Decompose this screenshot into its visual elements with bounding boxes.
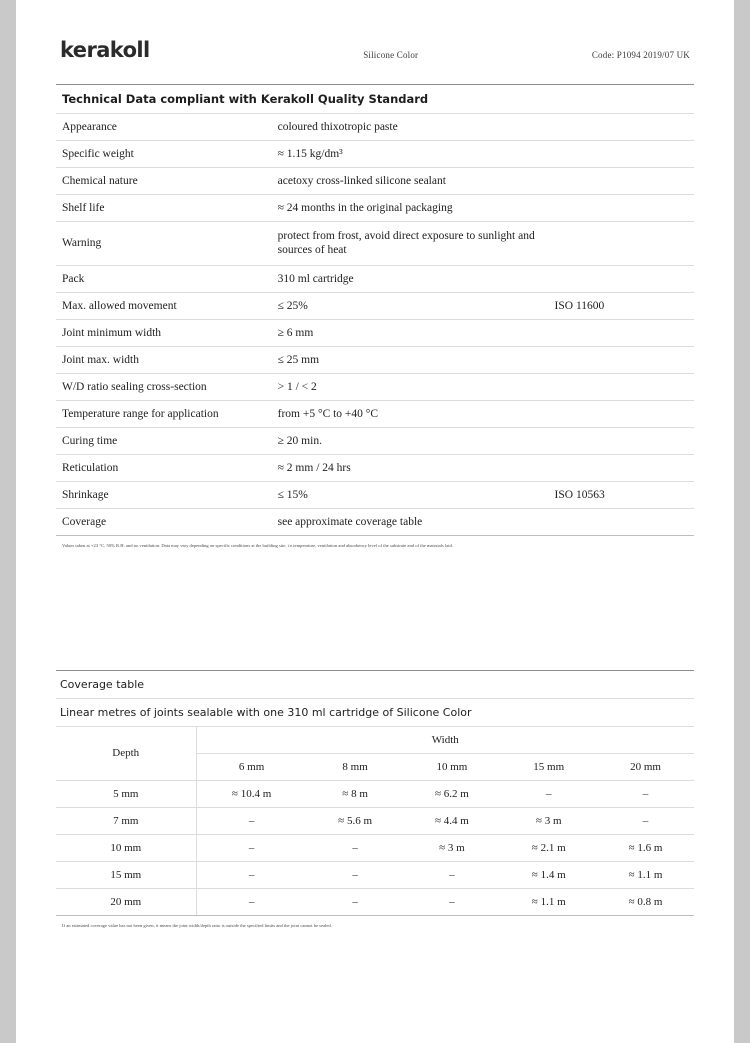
table-row	[56, 780, 694, 807]
row-value: 310 ml cartridge	[272, 265, 549, 292]
row-value: ≥ 20 min.	[272, 427, 549, 454]
row-value: ≤ 15%	[272, 481, 549, 508]
row-label: Pack	[56, 265, 272, 292]
page-header	[56, 0, 694, 68]
depth-header: Depth	[56, 726, 196, 780]
coverage-cell: ≈ 3 m	[403, 834, 500, 861]
coverage-cell: ≈ 3 m	[500, 807, 597, 834]
table-row	[56, 346, 694, 373]
coverage-section	[56, 670, 694, 928]
row-norm	[549, 508, 694, 535]
depth-label: 7 mm	[56, 807, 196, 834]
coverage-subtitle: Linear metres of joints sealable with one 310 ml cartridge of Silicone Color	[56, 698, 694, 726]
coverage-subtitle-row	[56, 698, 694, 726]
table-row	[56, 834, 694, 861]
coverage-table-body	[56, 670, 694, 915]
coverage-title: Coverage table	[56, 670, 694, 698]
coverage-cell: –	[307, 834, 404, 861]
row-label: Specific weight	[56, 141, 272, 168]
coverage-cell: –	[500, 780, 597, 807]
coverage-cell: –	[307, 888, 404, 915]
coverage-cell: ≈ 4.4 m	[403, 807, 500, 834]
coverage-cell: –	[196, 888, 307, 915]
coverage-cell: –	[196, 807, 307, 834]
row-norm	[549, 454, 694, 481]
row-norm	[549, 373, 694, 400]
row-value: acetoxy cross-linked silicone sealant	[272, 168, 549, 195]
row-label: Joint minimum width	[56, 319, 272, 346]
coverage-cell: ≈ 0.8 m	[597, 888, 694, 915]
row-label: Reticulation	[56, 454, 272, 481]
row-value: > 1 / < 2	[272, 373, 549, 400]
coverage-cell: –	[403, 861, 500, 888]
coverage-cell: ≈ 6.2 m	[403, 780, 500, 807]
coverage-title-row	[56, 670, 694, 698]
row-value: ≤ 25%	[272, 292, 549, 319]
table-row	[56, 141, 694, 168]
row-label: Shelf life	[56, 195, 272, 222]
kerakoll-logo: kerakoll	[60, 38, 150, 62]
row-value: ≥ 6 mm	[272, 319, 549, 346]
table-row	[56, 508, 694, 535]
row-norm	[549, 195, 694, 222]
table-row	[56, 400, 694, 427]
coverage-cell: ≈ 1.1 m	[500, 888, 597, 915]
coverage-cell: ≈ 8 m	[307, 780, 404, 807]
row-label: Max. allowed movement	[56, 292, 272, 319]
row-label: Warning	[56, 222, 272, 266]
row-value: ≈ 1.15 kg/dm³	[272, 141, 549, 168]
row-norm	[549, 319, 694, 346]
document-page	[16, 0, 734, 1043]
coverage-cell: ≈ 1.4 m	[500, 861, 597, 888]
table-row	[56, 265, 694, 292]
technical-data-footnote: Values taken at +23 °C, 50% R.H. and no ventilation. Data may vary depending on specific conditions at the building site, i.e.temperature, ventilation and absorbency level of the substrate and of the materials laid.	[62, 542, 453, 548]
row-value: coloured thixotropic paste	[272, 114, 549, 141]
width-column-header: 8 mm	[307, 753, 404, 780]
technical-data-table	[56, 84, 694, 536]
width-column-header: 20 mm	[597, 753, 694, 780]
table-row	[56, 222, 694, 266]
coverage-cell: –	[403, 888, 500, 915]
coverage-cell: –	[597, 780, 694, 807]
row-norm: ISO 11600	[549, 292, 694, 319]
row-norm	[549, 265, 694, 292]
row-value: from +5 °C to +40 °C	[272, 400, 549, 427]
row-value: see approximate coverage table	[272, 508, 549, 535]
table-row	[56, 888, 694, 915]
row-label: Curing time	[56, 427, 272, 454]
width-column-header: 15 mm	[500, 753, 597, 780]
row-value: ≈ 24 months in the original packaging	[272, 195, 549, 222]
table-row	[56, 319, 694, 346]
table-row	[56, 454, 694, 481]
coverage-cell: ≈ 2.1 m	[500, 834, 597, 861]
row-norm	[549, 114, 694, 141]
coverage-cell: ≈ 1.6 m	[597, 834, 694, 861]
width-column-header: 6 mm	[196, 753, 307, 780]
row-norm	[549, 222, 694, 266]
coverage-cell: –	[307, 861, 404, 888]
row-value: ≤ 25 mm	[272, 346, 549, 373]
depth-label: 20 mm	[56, 888, 196, 915]
depth-label: 5 mm	[56, 780, 196, 807]
row-label: Joint max. width	[56, 346, 272, 373]
technical-data-body	[56, 85, 694, 536]
table-row	[56, 373, 694, 400]
table-row	[56, 292, 694, 319]
row-norm	[549, 427, 694, 454]
coverage-cell: ≈ 1.1 m	[597, 861, 694, 888]
technical-data-title-row	[56, 85, 694, 114]
depth-label: 10 mm	[56, 834, 196, 861]
coverage-cell: ≈ 10.4 m	[196, 780, 307, 807]
coverage-cell: ≈ 5.6 m	[307, 807, 404, 834]
table-row	[56, 427, 694, 454]
depth-label: 15 mm	[56, 861, 196, 888]
table-row	[56, 114, 694, 141]
row-label: W/D ratio sealing cross-section	[56, 373, 272, 400]
coverage-cell: –	[196, 861, 307, 888]
row-norm	[549, 400, 694, 427]
row-norm	[549, 346, 694, 373]
row-label: Appearance	[56, 114, 272, 141]
row-value: protect from frost, avoid direct exposure to sunlight and sources of heat	[272, 222, 549, 266]
row-label: Temperature range for application	[56, 400, 272, 427]
table-row	[56, 481, 694, 508]
table-row	[56, 195, 694, 222]
table-row	[56, 168, 694, 195]
document-code: Code: P1094 2019/07 UK	[591, 50, 690, 60]
coverage-header-row-1	[56, 726, 694, 753]
coverage-cell: –	[196, 834, 307, 861]
row-label: Coverage	[56, 508, 272, 535]
row-label: Shrinkage	[56, 481, 272, 508]
width-header: Width	[196, 726, 694, 753]
coverage-table	[56, 670, 694, 916]
row-label: Chemical nature	[56, 168, 272, 195]
coverage-cell: –	[597, 807, 694, 834]
technical-data-title: Technical Data compliant with Kerakoll Quality Standard	[56, 85, 694, 114]
table-row	[56, 861, 694, 888]
coverage-footnote: If an estimated coverage value has not been given, it means the joint width/depth ratio is outside the specified limits and the joint cannot be sealed.	[62, 922, 332, 928]
row-norm	[549, 141, 694, 168]
product-name: Silicone Color	[363, 50, 419, 60]
row-norm: ISO 10563	[549, 481, 694, 508]
row-value: ≈ 2 mm / 24 hrs	[272, 454, 549, 481]
row-norm	[549, 168, 694, 195]
width-column-header: 10 mm	[403, 753, 500, 780]
table-row	[56, 807, 694, 834]
technical-data-section	[56, 84, 694, 550]
